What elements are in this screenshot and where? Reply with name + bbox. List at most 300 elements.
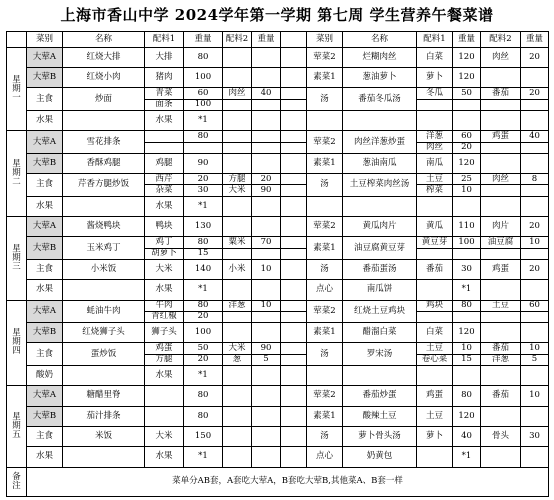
right-weight-2 xyxy=(521,110,549,130)
right-weight-2: 40 xyxy=(521,131,549,142)
right-category: 素菜1 xyxy=(307,153,343,173)
left-dish-name: 芹香方腿炒饭 xyxy=(63,174,145,197)
right-dish-name: 红烧土豆鸡块 xyxy=(343,300,417,323)
day-label-char: 期 xyxy=(12,83,21,94)
left-empty xyxy=(145,142,184,153)
left-ingredient-2 xyxy=(223,217,252,237)
right-dish-name xyxy=(343,365,417,385)
gap-cell xyxy=(281,68,307,88)
left-ingredient-1: 水果 xyxy=(145,280,184,300)
day-label-char: 四 xyxy=(12,346,21,357)
left-ingredient-2: 大米 xyxy=(223,343,252,354)
right-weight-1: 120 xyxy=(453,153,481,173)
right-ingredient-2: 鸡蛋 xyxy=(481,259,521,279)
right-dish-name: 番茄冬瓜汤 xyxy=(343,88,417,111)
left-empty xyxy=(184,142,223,153)
day-label xyxy=(7,131,27,217)
menu-row xyxy=(7,131,549,142)
gap-cell xyxy=(281,365,307,385)
gap-cell xyxy=(281,259,307,279)
left-ingredient-2: 葱 xyxy=(223,354,252,365)
left-weight-2 xyxy=(252,217,281,237)
day-label xyxy=(7,47,27,131)
left-weight-2: 70 xyxy=(252,237,281,248)
left-weight-2 xyxy=(252,153,281,173)
left-weight-1: 20 xyxy=(184,174,223,185)
left-weight-1: 60 xyxy=(184,88,223,99)
left-dish-name: 玉米鸡丁 xyxy=(63,237,145,260)
left-dish-name: 红烧狮子头 xyxy=(63,323,145,343)
left-ingredient-1: 鸭块 xyxy=(145,217,184,237)
menu-row xyxy=(7,323,549,343)
page-title: 上海市香山中学 2024学年第一学期 第七周 学生营养午餐菜谱 xyxy=(60,6,494,24)
header-4: 配料2 xyxy=(223,32,252,48)
right-dish-name: 肉丝洋葱炒蛋 xyxy=(343,131,417,154)
left-weight-2: 20 xyxy=(252,174,281,185)
left-ingredient-1: 水果 xyxy=(145,447,184,467)
left-category: 主食 xyxy=(27,174,63,197)
left-ingredient-1: 牛肉 xyxy=(145,300,184,311)
left-ingredient-1: 面条 xyxy=(145,99,184,110)
right-weight-1: 80 xyxy=(453,300,481,311)
left-weight-1: 100 xyxy=(184,68,223,88)
left-weight-1: *1 xyxy=(184,280,223,300)
left-ingredient-2 xyxy=(223,248,252,259)
left-category: 大荤B xyxy=(27,323,63,343)
right-weight-2: 8 xyxy=(521,174,549,185)
left-weight-1: 150 xyxy=(184,426,223,446)
left-ingredient-2 xyxy=(223,68,252,88)
remark-text: 菜单分AB套，A套吃大荤A，B套吃大荤B,其他菜A、B套一样 xyxy=(27,467,549,496)
left-weight-1: 140 xyxy=(184,259,223,279)
left-ingredient-1: 鸡蛋 xyxy=(145,343,184,354)
right-weight-1: *1 xyxy=(453,447,481,467)
gap-cell xyxy=(281,88,307,99)
left-dish-name: 米饭 xyxy=(63,426,145,446)
remark-label xyxy=(7,467,27,496)
right-weight-1: 120 xyxy=(453,47,481,67)
right-empty xyxy=(417,248,453,259)
header-right-5: 重量 xyxy=(521,32,549,48)
right-empty xyxy=(417,311,453,322)
right-weight-1: 15 xyxy=(453,354,481,365)
left-category: 大荤A xyxy=(27,47,63,67)
left-ingredient-2 xyxy=(223,406,252,426)
left-ingredient-2: 洋葱 xyxy=(223,300,252,311)
right-category xyxy=(307,110,343,130)
left-weight-2 xyxy=(252,426,281,446)
gap-cell xyxy=(281,386,307,406)
day-label-char: 星 xyxy=(12,159,21,170)
right-dish-name: 土豆榨菜肉丝汤 xyxy=(343,174,417,197)
left-weight-2 xyxy=(252,131,281,142)
gap-cell xyxy=(281,99,307,110)
right-dish-name: 醋溜白菜 xyxy=(343,323,417,343)
right-ingredient-1: 卷心菜 xyxy=(417,354,453,365)
menu-row xyxy=(7,237,549,248)
left-dish-name: 雪花排条 xyxy=(63,131,145,154)
left-weight-1: 80 xyxy=(184,47,223,67)
right-category: 荤菜2 xyxy=(307,300,343,323)
right-ingredient-2 xyxy=(481,185,521,196)
right-ingredient-1: 肉丝 xyxy=(417,142,453,153)
right-ingredient-1: 萝卜 xyxy=(417,426,453,446)
left-weight-2: 10 xyxy=(252,259,281,279)
left-ingredient-1: 杂菜 xyxy=(145,185,184,196)
right-ingredient-1: 南瓜 xyxy=(417,153,453,173)
menu-row xyxy=(7,68,549,88)
left-weight-2 xyxy=(252,406,281,426)
right-empty xyxy=(481,248,521,259)
menu-row xyxy=(7,280,549,300)
gap-cell xyxy=(281,217,307,237)
header-right-2: 配料1 xyxy=(417,32,453,48)
right-category xyxy=(307,365,343,385)
left-category: 大荤B xyxy=(27,68,63,88)
right-ingredient-2 xyxy=(481,447,521,467)
day-label-char: 一 xyxy=(12,92,21,103)
menu-row xyxy=(7,153,549,173)
right-ingredient-1: 萝卜 xyxy=(417,68,453,88)
gap-cell xyxy=(281,196,307,216)
menu-row xyxy=(7,406,549,426)
right-weight-2: 20 xyxy=(521,88,549,99)
right-weight-2: 60 xyxy=(521,300,549,311)
right-weight-1: 50 xyxy=(453,88,481,99)
right-category: 点心 xyxy=(307,447,343,467)
gap-cell xyxy=(281,426,307,446)
right-ingredient-1: 黄豆芽 xyxy=(417,237,453,248)
gap-cell xyxy=(281,32,307,48)
right-ingredient-2 xyxy=(481,110,521,130)
left-category: 水果 xyxy=(27,280,63,300)
left-category: 大荤A xyxy=(27,217,63,237)
gap-cell xyxy=(281,142,307,153)
right-dish-name: 番茄蛋汤 xyxy=(343,259,417,279)
right-weight-1: 10 xyxy=(453,343,481,354)
right-weight-1: 10 xyxy=(453,185,481,196)
right-ingredient-2: 肉丝 xyxy=(481,174,521,185)
left-dish-name xyxy=(63,110,145,130)
menu-row xyxy=(7,174,549,185)
right-weight-2: 5 xyxy=(521,354,549,365)
menu-row xyxy=(7,259,549,279)
left-dish-name xyxy=(63,280,145,300)
right-category: 汤 xyxy=(307,343,343,366)
right-weight-2 xyxy=(521,365,549,385)
header-0: 菜别 xyxy=(27,32,63,48)
left-weight-2 xyxy=(252,311,281,322)
left-ingredient-1 xyxy=(145,406,184,426)
right-weight-1: 80 xyxy=(453,386,481,406)
right-weight-2: 20 xyxy=(521,259,549,279)
day-label-char: 期 xyxy=(12,252,21,263)
right-dish-name xyxy=(343,110,417,130)
left-weight-1: 15 xyxy=(184,248,223,259)
right-ingredient-1: 土豆 xyxy=(417,174,453,185)
right-ingredient-2: 肉丝 xyxy=(481,47,521,67)
right-weight-2: 10 xyxy=(521,343,549,354)
left-weight-2 xyxy=(252,47,281,67)
left-dish-name: 香酥鸡腿 xyxy=(63,153,145,173)
right-ingredient-2 xyxy=(481,406,521,426)
left-ingredient-1: 水果 xyxy=(145,365,184,385)
left-dish-name xyxy=(63,196,145,216)
day-label-char: 二 xyxy=(12,177,21,188)
header-2: 配料1 xyxy=(145,32,184,48)
gap-cell xyxy=(281,354,307,365)
left-weight-2 xyxy=(252,99,281,110)
day-label xyxy=(7,300,27,386)
header-1: 名称 xyxy=(63,32,145,48)
day-label-char: 三 xyxy=(12,261,21,272)
menu-row xyxy=(7,217,549,237)
left-empty xyxy=(223,142,252,153)
right-ingredient-1 xyxy=(417,447,453,467)
right-ingredient-1: 白菜 xyxy=(417,47,453,67)
left-dish-name: 糖醋里脊 xyxy=(63,386,145,406)
day-label xyxy=(7,217,27,301)
right-weight-2 xyxy=(521,68,549,88)
left-ingredient-1: 鸡腿 xyxy=(145,153,184,173)
right-ingredient-2: 洋葱 xyxy=(481,354,521,365)
left-ingredient-2 xyxy=(223,99,252,110)
gap-cell xyxy=(281,343,307,354)
right-weight-2: 30 xyxy=(521,426,549,446)
left-weight-2: 10 xyxy=(252,300,281,311)
right-category: 荤菜2 xyxy=(307,386,343,406)
left-weight-1: 30 xyxy=(184,185,223,196)
left-ingredient-1: 狮子头 xyxy=(145,323,184,343)
left-category: 水果 xyxy=(27,196,63,216)
menu-row xyxy=(7,300,549,311)
right-ingredient-2: 番茄 xyxy=(481,386,521,406)
left-ingredient-1: 大米 xyxy=(145,426,184,446)
left-ingredient-2 xyxy=(223,426,252,446)
right-empty xyxy=(453,248,481,259)
left-ingredient-2: 方腿 xyxy=(223,174,252,185)
gap-cell xyxy=(281,447,307,467)
day-label-char: 星 xyxy=(12,74,21,85)
menu-row xyxy=(7,447,549,467)
left-weight-2: 90 xyxy=(252,185,281,196)
left-ingredient-1: 方腿 xyxy=(145,354,184,365)
left-ingredient-1: 大排 xyxy=(145,47,184,67)
day-label xyxy=(7,386,27,467)
left-ingredient-1: 青菜 xyxy=(145,88,184,99)
right-ingredient-1: 土豆 xyxy=(417,343,453,354)
remark-row xyxy=(7,467,549,496)
right-empty xyxy=(453,311,481,322)
left-category: 大荤A xyxy=(27,300,63,323)
left-weight-2: 90 xyxy=(252,343,281,354)
right-ingredient-1: 黄瓜 xyxy=(417,217,453,237)
right-ingredient-1: 洋葱 xyxy=(417,131,453,142)
left-weight-1: 80 xyxy=(184,300,223,311)
left-weight-1: 50 xyxy=(184,343,223,354)
right-ingredient-1: 鸡块 xyxy=(417,300,453,311)
right-ingredient-1: 土豆 xyxy=(417,406,453,426)
right-weight-2 xyxy=(521,280,549,300)
right-weight-1: 25 xyxy=(453,174,481,185)
right-dish-name: 奶黄包 xyxy=(343,447,417,467)
left-weight-2 xyxy=(252,110,281,130)
right-ingredient-1: 冬瓜 xyxy=(417,88,453,99)
right-empty xyxy=(521,248,549,259)
menu-table xyxy=(6,31,549,497)
right-ingredient-1 xyxy=(417,280,453,300)
left-weight-1: *1 xyxy=(184,365,223,385)
left-ingredient-2 xyxy=(223,196,252,216)
left-ingredient-2 xyxy=(223,447,252,467)
left-category: 酸奶 xyxy=(27,365,63,385)
left-weight-1: 20 xyxy=(184,311,223,322)
header-5: 重量 xyxy=(252,32,281,48)
left-category: 大荤B xyxy=(27,153,63,173)
right-weight-1: 100 xyxy=(453,237,481,248)
left-category: 水果 xyxy=(27,447,63,467)
left-ingredient-2 xyxy=(223,311,252,322)
right-weight-1: 40 xyxy=(453,426,481,446)
left-dish-name: 酱烧鸭块 xyxy=(63,217,145,237)
right-ingredient-1 xyxy=(417,110,453,130)
right-empty xyxy=(521,99,549,110)
right-ingredient-2: 骨头 xyxy=(481,426,521,446)
right-weight-2: 20 xyxy=(521,217,549,237)
right-weight-1 xyxy=(453,196,481,216)
left-ingredient-2 xyxy=(223,386,252,406)
left-ingredient-1: 青红椒 xyxy=(145,311,184,322)
left-weight-2 xyxy=(252,280,281,300)
header-right-4: 配料2 xyxy=(481,32,521,48)
left-dish-name: 蛋炒饭 xyxy=(63,343,145,366)
gap-cell xyxy=(281,131,307,142)
left-weight-1: 130 xyxy=(184,217,223,237)
left-category: 水果 xyxy=(27,110,63,130)
right-ingredient-2 xyxy=(481,365,521,385)
left-ingredient-2: 小米 xyxy=(223,259,252,279)
right-dish-name: 番茄炒蛋 xyxy=(343,386,417,406)
right-ingredient-2 xyxy=(481,280,521,300)
right-weight-2: 20 xyxy=(521,47,549,67)
day-label-char: 期 xyxy=(12,168,21,179)
left-ingredient-1: 水果 xyxy=(145,196,184,216)
gap-cell xyxy=(281,300,307,311)
right-category: 点心 xyxy=(307,280,343,300)
day-label-char: 星 xyxy=(12,243,21,254)
left-ingredient-2 xyxy=(223,365,252,385)
left-dish-name: 炒面 xyxy=(63,88,145,111)
right-ingredient-1: 鸡蛋 xyxy=(417,386,453,406)
left-weight-2 xyxy=(252,323,281,343)
left-dish-name: 蚝油牛肉 xyxy=(63,300,145,323)
right-weight-1: 60 xyxy=(453,131,481,142)
left-ingredient-2 xyxy=(223,110,252,130)
right-ingredient-2: 鸡蛋 xyxy=(481,131,521,142)
right-weight-2 xyxy=(521,406,549,426)
right-ingredient-2 xyxy=(481,68,521,88)
left-weight-1: 80 xyxy=(184,386,223,406)
right-dish-name: 油豆腐黄豆芽 xyxy=(343,237,417,260)
right-weight-2 xyxy=(521,196,549,216)
right-dish-name: 葱油南瓜 xyxy=(343,153,417,173)
gap-cell xyxy=(281,248,307,259)
right-weight-1: 120 xyxy=(453,406,481,426)
right-dish-name: 黄瓜肉片 xyxy=(343,217,417,237)
left-weight-1: 80 xyxy=(184,131,223,142)
left-weight-2 xyxy=(252,196,281,216)
day-label-char: 期 xyxy=(12,337,21,348)
gap-cell xyxy=(281,174,307,185)
right-dish-name: 南瓜饼 xyxy=(343,280,417,300)
left-dish-name: 小米饭 xyxy=(63,259,145,279)
left-ingredient-2 xyxy=(223,47,252,67)
header-right-3: 重量 xyxy=(453,32,481,48)
left-weight-1: 80 xyxy=(184,406,223,426)
left-weight-1: 20 xyxy=(184,354,223,365)
right-weight-2 xyxy=(521,142,549,153)
left-category: 主食 xyxy=(27,426,63,446)
right-ingredient-2: 肉片 xyxy=(481,217,521,237)
right-category: 汤 xyxy=(307,426,343,446)
header-right-1: 名称 xyxy=(343,32,417,48)
left-ingredient-1: 大米 xyxy=(145,259,184,279)
right-weight-2: 10 xyxy=(521,386,549,406)
left-ingredient-1 xyxy=(145,386,184,406)
menu-row xyxy=(7,110,549,130)
menu-row xyxy=(7,196,549,216)
menu-row xyxy=(7,88,549,99)
menu-row xyxy=(7,343,549,354)
left-category: 大荤B xyxy=(27,237,63,260)
right-ingredient-2: 土豆 xyxy=(481,300,521,311)
right-weight-1: *1 xyxy=(453,280,481,300)
right-ingredient-2 xyxy=(481,142,521,153)
left-dish-name: 红烧小肉 xyxy=(63,68,145,88)
left-weight-2: 5 xyxy=(252,354,281,365)
left-category: 主食 xyxy=(27,259,63,279)
left-ingredient-2: 大米 xyxy=(223,185,252,196)
right-empty xyxy=(481,99,521,110)
left-ingredient-2 xyxy=(223,323,252,343)
right-weight-1: 110 xyxy=(453,217,481,237)
left-weight-1: *1 xyxy=(184,447,223,467)
left-weight-2 xyxy=(252,447,281,467)
left-ingredient-1: 胡萝卜 xyxy=(145,248,184,259)
right-weight-1 xyxy=(453,110,481,130)
left-ingredient-1: 水果 xyxy=(145,110,184,130)
left-weight-2 xyxy=(252,68,281,88)
right-category: 荤菜2 xyxy=(307,131,343,154)
header-3: 重量 xyxy=(184,32,223,48)
gap-cell xyxy=(281,311,307,322)
day-label-char: 星 xyxy=(12,328,21,339)
right-dish-name: 烂糊肉丝 xyxy=(343,47,417,67)
right-weight-2 xyxy=(521,447,549,467)
menu-row xyxy=(7,386,549,406)
right-category: 荤菜2 xyxy=(307,47,343,67)
right-ingredient-2 xyxy=(481,153,521,173)
right-ingredient-1: 番茄 xyxy=(417,259,453,279)
right-weight-1: 20 xyxy=(453,142,481,153)
right-category: 荤菜2 xyxy=(307,217,343,237)
left-category: 主食 xyxy=(27,88,63,111)
left-weight-2: 40 xyxy=(252,88,281,99)
left-ingredient-2 xyxy=(223,280,252,300)
left-empty xyxy=(252,142,281,153)
gap-cell xyxy=(281,153,307,173)
corner-cell xyxy=(7,32,27,48)
